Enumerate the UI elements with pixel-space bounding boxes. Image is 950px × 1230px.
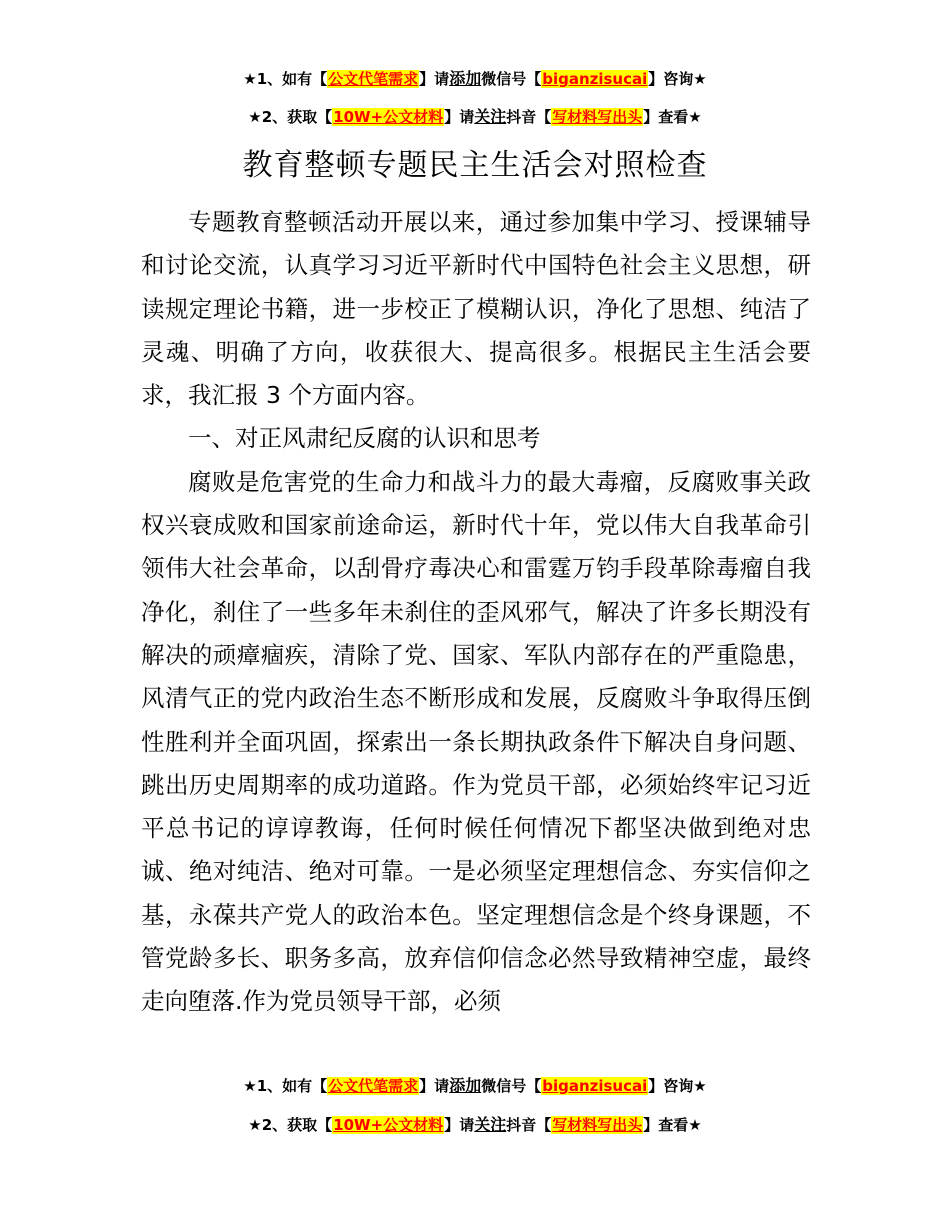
promo-emphasis: 添加 (449, 69, 482, 88)
promo-prefix: ★1、如有【 (243, 70, 328, 88)
document-body (141, 201, 811, 1024)
section-heading: 一、对正风肃纪反腐的认识和思考 (188, 424, 541, 453)
promo-text: 抖音【 (506, 108, 552, 126)
promo-suffix: 】咨询★ (648, 70, 707, 88)
promo-emphasis: 关注 (474, 107, 507, 126)
promo-highlight-service: 公文代笔需求 (328, 70, 419, 88)
body-paragraph: 腐败是危害党的生命力和战斗力的最大毒瘤，反腐败事关政权兴衰成败和国家前途命运，新时代十年，党以伟大自我革命引领伟大社会革命，以刮骨疗毒决心和雷霆万钧手段革除毒瘤自我净化，刹住了一些多年未刹住的歪风邪气，解决了许多长期没有解决的顽瘴痼疾，清除了党、国家、军队内部存在的严重隐患，风清气正的党内政治生态不断形成和发展，反腐败斗争取得压倒性胜利并全面巩固，探索出一条长期执政条件下解决自身问题、跳出历史周期率的成功道路。作为党员干部，必须始终牢记习近平总书记的谆谆教诲，任何时候任何情况下都坚决做到绝对忠诚、绝对纯洁、绝对可靠。一是必须坚定理想信念、夯实信仰之基，永葆共产党人的政治本色。坚定理想信念是个终身课题，不管党龄多长、职务多高，放弃信仰信念必然导致精神空虚，最终走向堕落.作为党员领导干部，必须 (141, 467, 811, 1016)
promo-highlight-materials: 10W+公文材料 (333, 1116, 444, 1134)
promo-highlight-douyin: 写材料写出头 (552, 1116, 643, 1134)
promo-highlight-service: 公文代笔需求 (328, 1077, 419, 1095)
footer-promo-line-2 (0, 1115, 950, 1135)
promo-highlight-wechat-id: biganzisucai (542, 70, 648, 88)
document-title: 教育整顿专题民主生活会对照检查 (242, 148, 708, 183)
promo-suffix: 】查看★ (643, 108, 702, 126)
promo-highlight-materials: 10W+公文材料 (333, 108, 444, 126)
header-promo-line-2 (0, 107, 950, 127)
promo-text: 】请 (444, 1116, 475, 1134)
footer-promo-line-1 (0, 1076, 950, 1096)
promo-prefix: ★2、获取【 (248, 1116, 333, 1134)
promo-suffix: 】查看★ (643, 1116, 702, 1134)
promo-text: 微信号【 (481, 70, 542, 88)
promo-prefix: ★1、如有【 (243, 1077, 328, 1095)
promo-text: 】请 (419, 70, 450, 88)
promo-text: 微信号【 (481, 1077, 542, 1095)
intro-paragraph: 专题教育整顿活动开展以来，通过参加集中学习、授课辅导和讨论交流，认真学习习近平新时代中国特色社会主义思想，研读规定理论书籍，进一步校正了模糊认识，净化了思想、纯洁了灵魂、明确了方向，收获很大、提高很多。根据民主生活会要求，我汇报 3 个方面内容。 (141, 208, 811, 410)
promo-prefix: ★2、获取【 (248, 108, 333, 126)
promo-emphasis: 关注 (474, 1115, 507, 1134)
header-promo-line-1 (0, 69, 950, 89)
promo-emphasis: 添加 (449, 1076, 482, 1095)
promo-text: 】请 (444, 108, 475, 126)
promo-text: 】请 (419, 1077, 450, 1095)
promo-text: 抖音【 (506, 1116, 552, 1134)
promo-suffix: 】咨询★ (648, 1077, 707, 1095)
promo-highlight-douyin: 写材料写出头 (552, 108, 643, 126)
promo-highlight-wechat-id: biganzisucai (542, 1077, 648, 1095)
